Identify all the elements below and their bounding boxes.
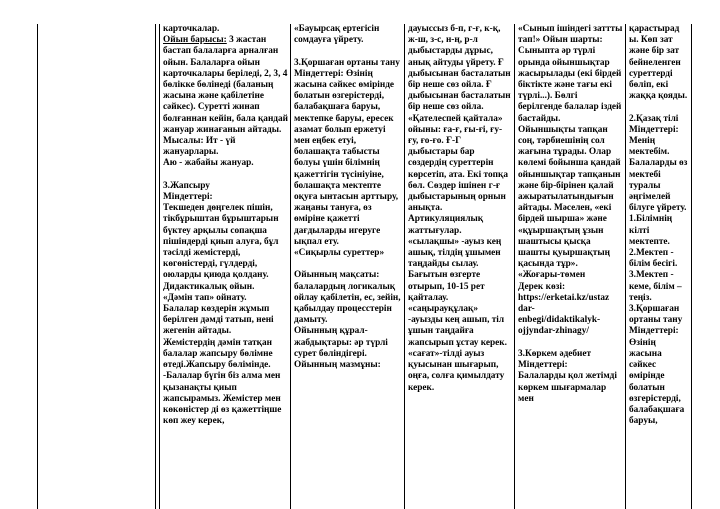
c2-text: Міндеттері: Өзінің жасына сәйкес өмірінде болатын өзгерістерді, балабақшаға баруы, мектепке баруы, ересек азамат болып ержетуі мен еңбек етуі, болашақта табысты болуы үшін білімнің қажеттігін түсініуіне, болашақта мектепте оқуға ынтасын арттыру, жаңаны тануға, өз өміріне қажетті дағдыларды игеруге ықпал ету. (294, 68, 399, 247)
c5-text: 1.Білімнің кілті мектепте. (629, 214, 673, 247)
c5-spacer (629, 102, 690, 113)
c5-text: Өзінің жасына сәйкес өмірінде болатын өзгерістерді, балабақшаға баруы, (629, 337, 685, 427)
c1-game-desc (163, 35, 288, 136)
c5-heading: 2.Қазақ тілі (629, 113, 679, 124)
c2-text: «Бауырсақ ертегісін сомдауға үйрету. (294, 24, 380, 46)
column-4 (518, 24, 623, 509)
c5-heading: 3.Қоршаған ортаны тану (629, 304, 683, 326)
c4-text: Ойыншықты тапқан соң, тәрбиешінің сол жағына тұрады. Олар көлемі бойынша қандай ойыншықтар тапқанын және бір-бірінен қалай ажыратылатындығын айтады. Мәселен, «екі бірдей шырша» және «құыршақтың ұзын шаштысы қысқа шашты қуыршақтың қасында тұр». (518, 124, 621, 270)
c2-heading: 3.Қоршаған ортаны тану (294, 57, 400, 68)
table-right-border (691, 24, 692, 509)
c4-text: «Сынып ішіндегі заттты тап!» Ойын шарты: Сыныпта әр түрлі орында ойыншықтар жасырылады (екі бірдей біктікте және тағы екі түрлі...). Бөлгі берілгенде балалар іздей бастайды. (518, 24, 623, 124)
c1-spacer (163, 170, 288, 181)
table-column-divider (290, 24, 291, 509)
c2-text: «Сиқырлы суреттер» (294, 248, 385, 259)
c5-text: 3.Мектеп - кеме, білім – теңіз. (629, 270, 682, 303)
column-2 (294, 24, 402, 509)
c3-text: дауыссыз б-п, г-ғ, к-қ, ж-ш, з-с, н-ң, р-л дыбыстарды дұрыс, анық айтуды үйрету. Ғ дыбысынан басталатын бір неше сөз ойла. Ғ дыбысынан басталатын бір неше сөз ойла. (408, 24, 511, 113)
c4-spacer (518, 338, 623, 349)
c4-source-link[interactable]: enbegi/didaktikalyk-ojjyndar-zhinagy/ (518, 315, 601, 337)
c1-heading: 3.Жапсыру (163, 180, 210, 191)
c1-text: Мысалы: Ит - үй жануарлары. (163, 136, 236, 158)
c3-text: «сағат»-тілді ауыз қуысынан шығарып, оңға, солға қимылдату керек. (408, 348, 505, 393)
c5-text: Менің мектебім. Балаларды өз мектебі туралы әңгімелей білуге үйрету. (629, 136, 688, 214)
c3-text: «Қателеспей қайтала» ойыны: ға-ғ, ғы-ғі, ғу-ғу, ғо-ғо. Ғ-Г дыбыстары бар сөздердің суреттерін көрсетіп, ата. Екі топқа бөл. Сөздер ішінен г-ғ дыбыстарының орнын анықта. Артикуляциялық жаттығулар. (408, 113, 509, 236)
table-column-divider (625, 24, 626, 509)
column-1 (163, 24, 288, 509)
c1-text: Балалар көздерін жұмып берілген дәмді татып, нені жегенін айтады. (163, 304, 274, 337)
table-column-divider (404, 24, 405, 509)
c4-heading: 3.Көркем әдебиет (518, 348, 592, 359)
c4-text: Дерек көзі: (518, 281, 566, 292)
table-left-border (37, 24, 38, 509)
c4-source-link[interactable]: https://erketai.kz/ustaz dar- (518, 292, 610, 315)
c2-text: Ойынның құрал-жабдықтары: әр түрлі сурет бөліндігері. (294, 326, 388, 359)
c2-text: Ойынның мақсаты: балалардың логикалық ойлау қабілетін, ес, зейін, қабылдау процесстерін дамыту. (294, 270, 401, 326)
c1-game-label: Ойын барысы: (163, 35, 227, 46)
c1-text: карточкалар. (163, 24, 220, 34)
c1-text: Текшеден дөңгелек пішін, тікбұрыштан бұрыштарын бүктеу арқылы сопақша пішіндерді қиып алуға, бұл тәсілді жемістерді, көгөністерді, гүлдерді, оюларды қиюда қолдану. Дидактикалық ойын. (163, 203, 279, 292)
column-3 (408, 24, 512, 509)
c5-text: Міндеттері: (629, 124, 679, 135)
c3-text: «сылақшы» -ауыз кең ашық, тілдің ұшымен таңдайды сылау. Бағытын өзгерте отырып, 10-15 рет қайталау. (408, 236, 502, 303)
table-column-divider (514, 24, 515, 509)
c4-text: Балаларды қол жетімді көркем шығармалар мен (518, 371, 617, 404)
c1-text: Міндеттері: (163, 192, 213, 203)
c4-text: Міндеттері: (518, 360, 568, 371)
table-column-divider (155, 24, 156, 509)
c1-game-text: 3 жастан бастап балаларға арналған ойын. Балаларға ойын карточкалары беріледі, 2, 3, 4 бөлікке бөлінеді (баланың жасына және қабілетіне сәйкес). Суретті жинап болғаннан кейін, бала қандай жануар жинағанын айтады. (163, 35, 288, 135)
column-5 (629, 24, 690, 509)
c5-text: 2.Мектеп - білім бесігі. (629, 248, 678, 270)
c3-text: «саңырауқұлақ» -ауызды кең ашып, тіл ұшын таңдайға жапсырып ұстау керек. (408, 304, 507, 348)
c2-text: Ойынның мазмұны: (294, 360, 381, 371)
c5-text: қарастырад ы. Көп зат және бір зат бейнеленген суреттерді бөліп, екі жаққа қояды. (629, 24, 688, 102)
c5-text: Міндеттері: (629, 326, 679, 337)
c1-text: Жемістердің дәмін татқан балалар жапсыру бөлімне өтеді.Жапсыру бөлімінде. (163, 337, 273, 371)
c2-spacer (294, 46, 402, 57)
c4-text: «Жоғары-төмен (518, 270, 586, 281)
c1-text: «Дәмін тап» ойнату. (163, 292, 247, 303)
c1-text: -Балалар бүгін біз алма мен қызанақты қиып жапсырамыз. Жемістер мен көкөністер ді өз қажеттіңше көп жеу керек, (163, 371, 282, 427)
c2-spacer (294, 259, 402, 270)
c1-text: Аю - жабайы жануар. (163, 158, 254, 169)
table-column-divider (159, 24, 160, 509)
